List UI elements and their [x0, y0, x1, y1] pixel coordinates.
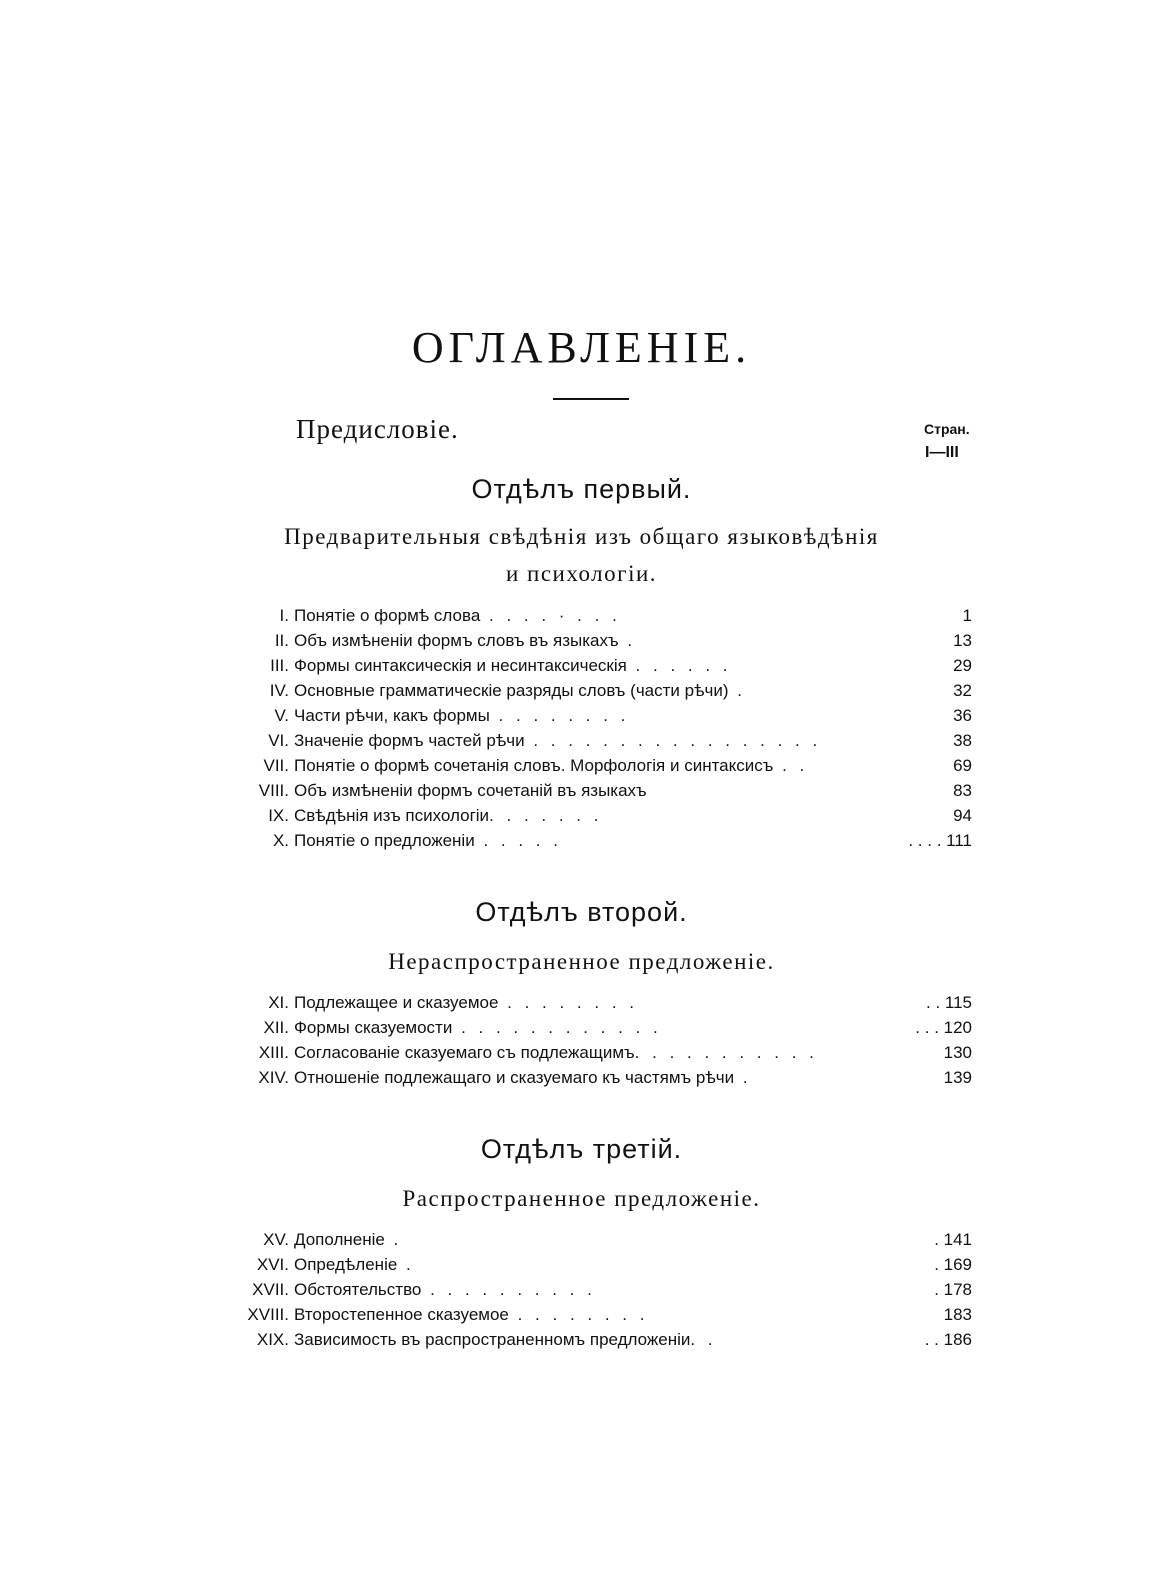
entry-number: XIX.	[256, 1330, 289, 1349]
entry-leader: . . . . · . . .	[480, 606, 621, 625]
toc-entry	[222, 706, 972, 730]
entry-title: Понятіе о предложеніи	[294, 831, 475, 850]
entry-leader: . . . . . . . . . . . . . . . . .	[524, 731, 822, 750]
title-divider	[553, 398, 629, 400]
entry-title: Опредѣленіе	[294, 1255, 398, 1274]
preface-pages: I—III	[925, 444, 959, 461]
toc-entry	[222, 1280, 972, 1304]
entry-title: Объ измѣненіи формъ словъ въ языкахъ	[294, 631, 619, 650]
entry-page: . 141	[934, 1230, 972, 1249]
part-3-title: Отдѣлъ третій.	[480, 1134, 683, 1164]
entry-leader: . . . . . . . .	[489, 706, 630, 725]
entry-leader: . .	[773, 756, 809, 775]
entry-leader: . . . . . . . . . . .	[634, 1043, 818, 1062]
entry-page: 32	[953, 681, 972, 700]
entry-leader: .	[734, 1068, 752, 1087]
entry-number: VIII.	[258, 781, 289, 800]
entry-title: Понятіе о формѣ сочетанія словъ. Морфологія и синтаксисъ	[294, 756, 774, 775]
toc-entry	[222, 1305, 972, 1329]
entry-number: XV.	[263, 1230, 289, 1249]
entry-page: 130	[943, 1043, 972, 1062]
toc-entry	[222, 993, 972, 1017]
part-1-subtitle-line1: Предварительныя свѣдѣнія изъ общаго языковѣдѣнія	[284, 524, 879, 549]
entry-title: Зависимость въ распространенномъ предложеніи	[294, 1330, 691, 1349]
entry-number: X.	[272, 831, 289, 850]
entry-number: XIV.	[258, 1068, 289, 1087]
entry-title: Части рѣчи, какъ формы	[294, 706, 490, 725]
toc-entry	[222, 831, 972, 855]
entry-number: V.	[274, 706, 289, 725]
entry-title: Второстепенное сказуемое	[294, 1305, 509, 1324]
toc-entry	[222, 1068, 972, 1092]
part-2-title: Отдѣлъ второй.	[475, 897, 688, 927]
entry-title: Понятіе о формѣ слова	[294, 606, 481, 625]
toc-entry	[222, 756, 972, 780]
toc-entry	[222, 1043, 972, 1067]
entry-leader: . . . . . . . . . . . .	[452, 1018, 662, 1037]
entry-page: . . . 120	[915, 1018, 972, 1037]
entry-number: IX.	[268, 806, 289, 825]
toc-entry	[222, 781, 972, 805]
entry-leader: . . . . .	[474, 831, 562, 850]
entry-page: 139	[943, 1068, 972, 1087]
entry-number: I.	[279, 606, 289, 625]
entry-number: XIII.	[258, 1043, 289, 1062]
entry-leader: .	[728, 681, 746, 700]
entry-leader: .	[397, 1255, 415, 1274]
entry-number: III.	[270, 656, 289, 675]
entry-number: XVIII.	[247, 1305, 289, 1324]
entry-leader: . . . . . . . .	[508, 1305, 649, 1324]
entry-page: . 178	[934, 1280, 972, 1299]
part-1-title: Отдѣлъ первый.	[471, 474, 692, 504]
entry-number: II.	[274, 631, 289, 650]
entry-number: VII.	[263, 756, 289, 775]
entry-page: 36	[953, 706, 972, 725]
entry-title: Обстоятельство	[294, 1280, 422, 1299]
entry-page: 38	[953, 731, 972, 750]
toc-entry	[222, 681, 972, 705]
entry-page: 83	[953, 781, 972, 800]
entry-title: Формы синтаксическія и несинтаксическія	[294, 656, 627, 675]
entry-title: Согласованіе сказуемаго съ подлежащимъ	[294, 1043, 635, 1062]
toc-entry	[222, 1255, 972, 1279]
entry-leader: . . . . . . . . . .	[421, 1280, 596, 1299]
entry-title: Дополненіе	[294, 1230, 385, 1249]
toc-entry	[222, 1330, 972, 1354]
entry-title: Основные грамматическіе разряды словъ (части рѣчи)	[294, 681, 729, 700]
toc-entry	[222, 731, 972, 755]
entry-page: . . 115	[926, 993, 972, 1012]
entry-page: 183	[943, 1305, 972, 1324]
entry-title: Подлежащее и сказуемое	[294, 993, 499, 1012]
entry-page: 29	[953, 656, 972, 675]
entry-page: . 169	[934, 1255, 972, 1274]
entry-page: 94	[953, 806, 972, 825]
part-1-subtitle-line2: и психологіи.	[505, 561, 658, 586]
preface-label: Предисловіе.	[296, 414, 459, 444]
entry-page: . . 186	[924, 1330, 972, 1349]
page-title: ОГЛАВЛЕНІЕ.	[411, 323, 752, 372]
part-2-subtitle: Нераспространенное предложеніе.	[388, 949, 775, 974]
entry-leader: .	[384, 1230, 403, 1249]
entry-number: IV.	[269, 681, 289, 700]
toc-entry	[222, 631, 972, 655]
entry-leader: .	[618, 631, 637, 650]
entry-number: XI.	[268, 993, 289, 1012]
entry-leader: . . . . . . .	[489, 806, 603, 825]
toc-entry	[222, 606, 972, 630]
entry-number: XII.	[263, 1018, 289, 1037]
entry-number: XVI.	[256, 1255, 289, 1274]
toc-entry	[222, 656, 972, 680]
entry-leader: . .	[690, 1330, 717, 1349]
entry-page: 1	[962, 606, 972, 625]
entry-title: Свѣдѣнія изъ психологіи	[294, 806, 490, 825]
entry-leader: . . . . . . . .	[498, 993, 638, 1012]
toc-entry	[222, 1230, 972, 1254]
part-3-subtitle: Распространенное предложеніе.	[402, 1186, 761, 1211]
entry-page: 69	[953, 756, 972, 775]
entry-number: VI.	[268, 731, 289, 750]
entry-page: 13	[953, 631, 972, 650]
entry-page: . . . . 111	[908, 831, 972, 850]
entry-title: Отношеніе подлежащаго и сказуемаго къ частямъ рѣчи	[294, 1068, 735, 1087]
entry-title: Объ измѣненіи формъ сочетаній въ языкахъ	[294, 781, 647, 800]
entry-leader: . . . . . .	[626, 656, 732, 675]
pages-header: Стран.	[924, 421, 970, 437]
toc-entry	[222, 1018, 972, 1042]
entry-title: Значеніе формъ частей рѣчи	[294, 731, 525, 750]
entry-number: XVII.	[252, 1280, 289, 1299]
toc-entry	[222, 806, 972, 830]
entry-title: Формы сказуемости	[294, 1018, 453, 1037]
